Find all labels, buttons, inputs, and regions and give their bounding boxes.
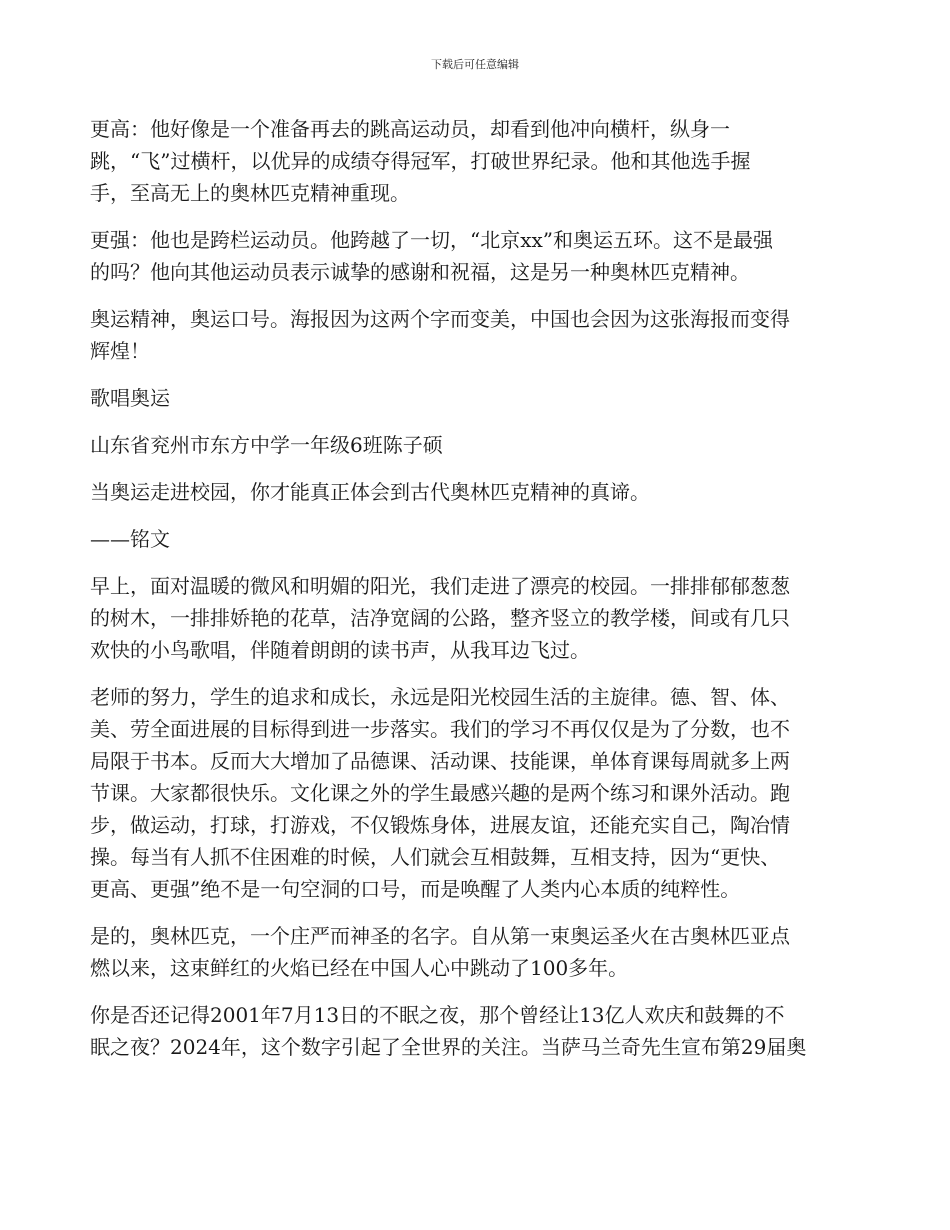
page-header: 下载后可任意编辑 xyxy=(431,58,519,71)
paragraph xyxy=(90,523,862,555)
text-line: 手，至高无上的奥林匹克精神重现。 xyxy=(90,181,410,205)
text-line: 美、劳全面进展的目标得到进一步落实。我们的学习不再仅仅是为了分数，也不 xyxy=(90,717,790,741)
text-line: 的树木，一排排娇艳的花草，洁净宽阔的公路，整齐竖立的教学楼，间或有几只 xyxy=(90,606,790,630)
paragraph xyxy=(90,570,862,666)
paragraph xyxy=(90,303,862,367)
text-line: 辉煌！ xyxy=(90,339,150,363)
text-line: 早上，面对温暖的微风和明媚的阳光，我们走进了漂亮的校园。一排排郁郁葱葱 xyxy=(90,574,790,598)
text-line: 更强：他也是跨栏运动员。他跨越了一切，“北京xx”和奥运五环。这不是最强 xyxy=(90,228,774,252)
text-line: 局限于书本。反而大大增加了品德课、活动课、技能课，单体育课每周就多上两 xyxy=(90,749,790,773)
paragraph xyxy=(90,224,862,288)
text-line: 山东省兖州市东方中学一年级6班陈子硕 xyxy=(90,433,443,457)
text-line: 的吗？他向其他运动员表示诚挚的感谢和祝福，这是另一种奥林匹克精神。 xyxy=(90,260,750,284)
text-line: 你是否还记得2001年7月13日的不眠之夜，那个曾经让13亿人欢庆和鼓舞的不 xyxy=(90,1003,785,1027)
text-line: 歌唱奥运 xyxy=(90,386,170,410)
text-line: 操。每当有人抓不住困难的时候，人们就会互相鼓舞，互相支持，因为“更快、 xyxy=(90,845,781,869)
document-body xyxy=(90,113,862,1078)
paragraph xyxy=(90,681,862,905)
paragraph xyxy=(90,113,862,209)
text-line: 节课。大家都很快乐。文化课之外的学生最感兴趣的是两个练习和课外活动。跑 xyxy=(90,781,790,805)
text-line: 眠之夜？2024年，这个数字引起了全世界的关注。当萨马兰奇先生宣布第29届奥 xyxy=(90,1035,807,1059)
text-line: 当奥运走进校园，你才能真正体会到古代奥林匹克精神的真谛。 xyxy=(90,480,650,504)
paragraph xyxy=(90,476,862,508)
paragraph xyxy=(90,999,862,1063)
text-line: 跳，“飞”过横杆，以优异的成绩夺得冠军，打破世界纪录。他和其他选手握 xyxy=(90,149,751,173)
text-line: 更高、更强”绝不是一句空洞的口号，而是唤醒了人类内心本质的纯粹性。 xyxy=(90,877,741,901)
text-line: 燃以来，这束鲜红的火焰已经在中国人心中跳动了100多年。 xyxy=(90,956,629,980)
text-line: ——铭文 xyxy=(90,527,170,551)
paragraph xyxy=(90,920,862,984)
text-line: 是的，奥林匹克，一个庄严而神圣的名字。自从第一束奥运圣火在古奥林匹亚点 xyxy=(90,924,790,948)
text-line: 奥运精神，奥运口号。海报因为这两个字而变美，中国也会因为这张海报而变得 xyxy=(90,307,790,331)
text-line: 欢快的小鸟歌唱，伴随着朗朗的读书声，从我耳边飞过。 xyxy=(90,638,590,662)
text-line: 更高：他好像是一个准备再去的跳高运动员，却看到他冲向横杆，纵身一 xyxy=(90,117,730,141)
paragraph xyxy=(90,382,862,414)
paragraph xyxy=(90,429,862,461)
text-line: 步，做运动，打球，打游戏，不仅锻炼身体，进展友谊，还能充实自己，陶冶情 xyxy=(90,813,790,837)
text-line: 老师的努力，学生的追求和成长，永远是阳光校园生活的主旋律。德、智、体、 xyxy=(90,685,790,709)
